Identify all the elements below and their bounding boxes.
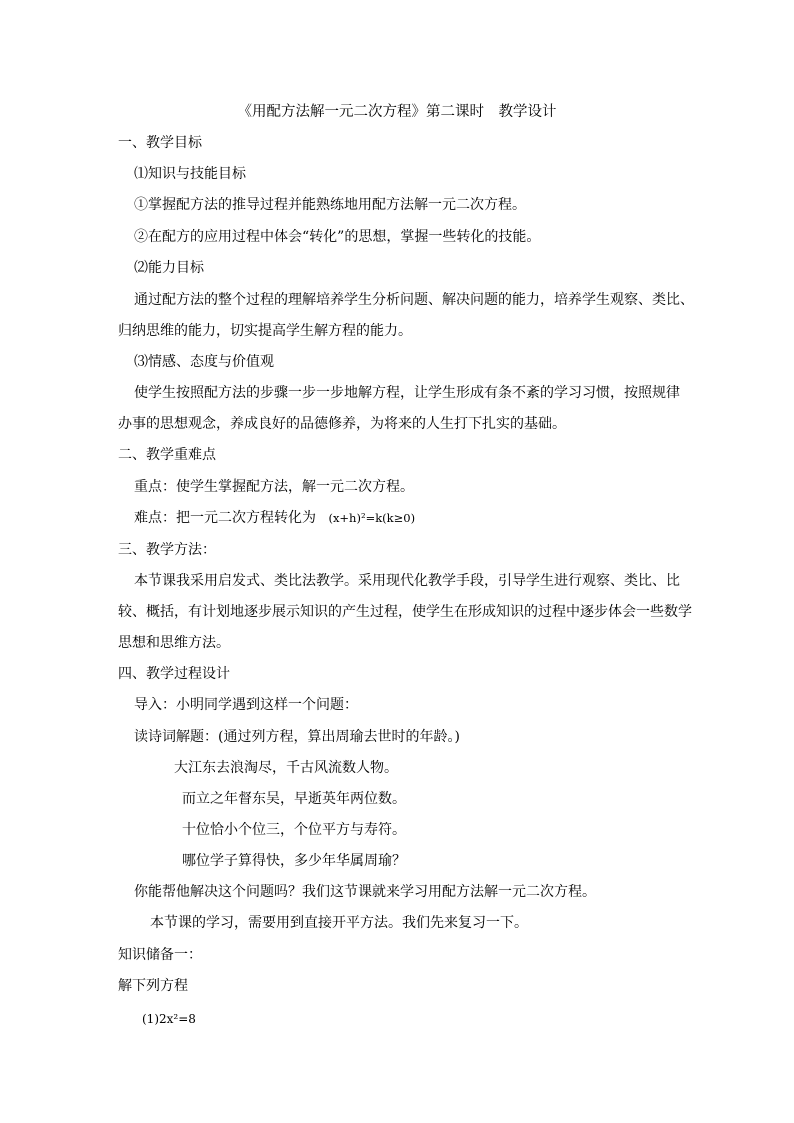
question-line: 你能帮他解决这个问题吗？我们这节课就来学习用配方法解一元二次方程。 [134, 884, 596, 900]
poem-line-3: 十位恰小个位三，个位平方与寿符。 [182, 822, 406, 838]
poem-line-4: 哪位学子算得快，多少年华属周瑜？ [182, 853, 406, 869]
difficulty-text: 难点：把一元二次方程转化为 [134, 510, 316, 526]
method-paragraph-line-1: 本节课我采用启发式、类比法教学。采用现代化教学手段，引导学生进行观察、类比、比 [134, 573, 680, 589]
section-4-heading: 四、教学过程设计 [118, 666, 230, 682]
ability-subheading: ⑵能力目标 [134, 260, 204, 276]
objective-item-1: ①掌握配方法的推导过程并能熟练地用配方法解一元二次方程。 [134, 197, 526, 213]
emotion-paragraph-line-1: 使学生按照配方法的步骤一步一步地解方程，让学生形成有条不紊的学习习惯，按照规律 [134, 385, 680, 401]
section-3-heading: 三、教学方法： [118, 542, 216, 558]
emotion-paragraph-line-2: 办事的思想观念，养成良好的品德修养，为将来的人生打下扎实的基础。 [118, 416, 566, 432]
key-point: 重点：使学生掌握配方法，解一元二次方程。 [134, 479, 414, 495]
emotion-subheading: ⑶情感、态度与价值观 [134, 354, 274, 370]
knowledge-prep-heading: 知识储备一： [118, 947, 202, 963]
review-line: 本节课的学习，需要用到直接开平方法。我们先来复习一下。 [150, 915, 528, 931]
document-title: 《用配方法解一元二次方程》第二课时 教学设计 [237, 104, 557, 120]
poem-line-1: 大江东去浪淘尽，千古风流数人物。 [174, 760, 398, 776]
ability-paragraph-line-1: 通过配方法的整个过程的理解培养学生分析问题、解决问题的能力，培养学生观察、类比、 [134, 292, 694, 308]
intro-line: 导入：小明同学遇到这样一个问题： [134, 697, 358, 713]
ability-paragraph-line-2: 归纳思维的能力，切实提高学生解方程的能力。 [118, 323, 412, 339]
difficulty-line [134, 508, 415, 528]
method-paragraph-line-2: 较、概括，有计划地逐步展示知识的产生过程，使学生在形成知识的过程中逐步体会一些数学 [118, 604, 692, 620]
section-2-heading: 二、教学重难点 [118, 447, 216, 463]
poem-line-2: 而立之年督东吴，早逝英年两位数。 [182, 791, 406, 807]
poem-prompt: 读诗词解题：(通过列方程，算出周瑜去世时的年龄。) [134, 729, 460, 745]
knowledge-skill-subheading: ⑴知识与技能目标 [134, 166, 246, 182]
objective-item-2: ②在配方的应用过程中体会“转化”的思想，掌握一些转化的技能。 [134, 229, 541, 245]
section-1-heading: 一、教学目标 [118, 135, 202, 151]
method-paragraph-line-3: 思想和思维方法。 [118, 635, 230, 651]
solve-equations-heading: 解下列方程 [118, 978, 188, 994]
difficulty-formula: (x+h)²=k(k≥0) [328, 511, 416, 525]
equation-1: (1)2x²=8 [142, 1012, 196, 1026]
